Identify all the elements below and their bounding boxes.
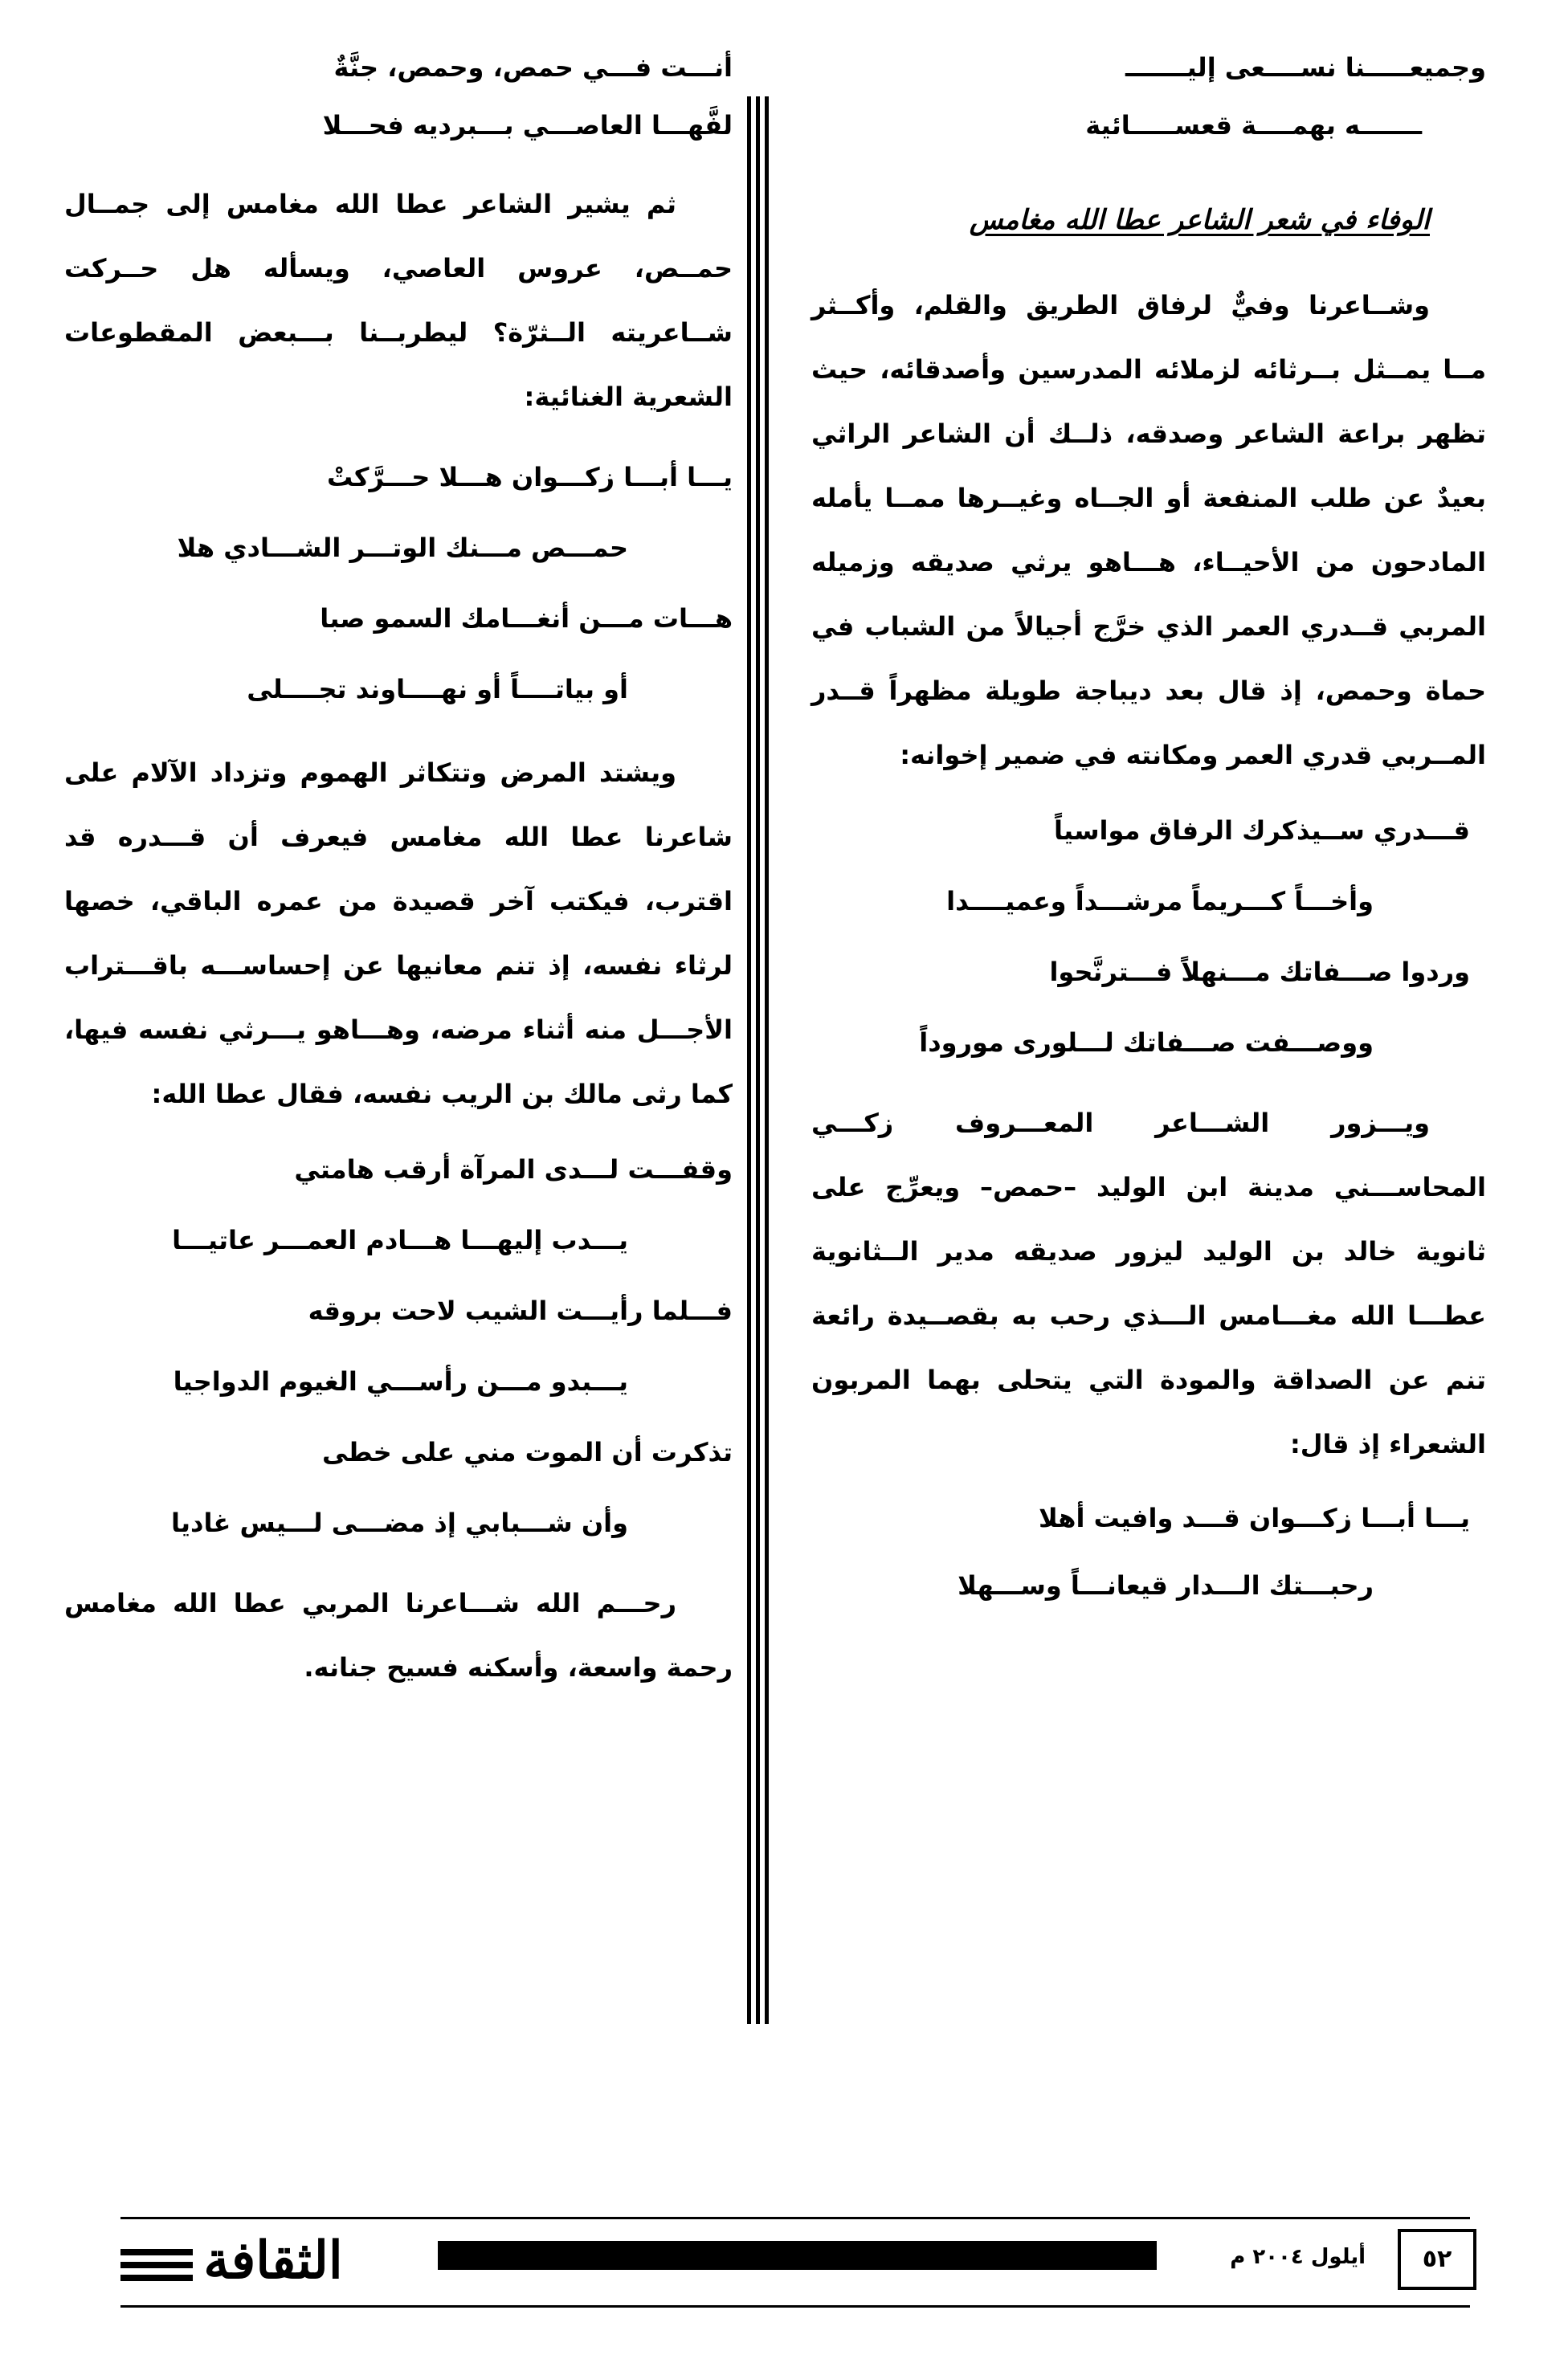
top-verse-line: ـــــــه بهمــــة قعســـــائية: [1085, 110, 1422, 141]
footer-top-rule: [120, 2217, 1470, 2219]
verse-line: وقفـــت لـــدى المرآة أرقب هامتي: [294, 1154, 733, 1185]
magazine-logo: الثقافة: [203, 2231, 343, 2291]
verse-line: ووصـــفت صـــفاتك لـــلورى موروداً: [919, 1027, 1374, 1058]
paragraph: ويشتد المرض وتتكاثر الهموم وتزداد الآلام على شاعرنا عطا الله مغامس فيعرف أن قـــدره قد اقترب، فيكتب آخر قصيدة من عمره الباقي، خصها لرثاء نفسه، إذ تنم معانيها عن إحساســـه باقـــتراب الأجـــل منه أثناء مرضه، وهـــاهو يـــرثي نفسه فيها، كما رثى مالك بن الريب نفسه، فقال عطا الله:: [64, 757, 733, 1109]
footer-bottom-rule: [120, 2305, 1470, 2308]
verse-line: تذكرت أن الموت مني على خطى: [322, 1437, 733, 1467]
top-verse-line: أنـــت فـــي حمص، وحمص، جنَّةٌ: [333, 52, 733, 83]
paragraph: وشــاعرنا وفيٌّ لرفاق الطريق والقلم، وأكــثر مــا يمــثل بــرثائه لزملائه المدرسين وأصدقائه، حيث تظهر براعة الشاعر وصدقه، ذلــك أن الشاعر الراثي بعيدٌ عن طلب المنفعة أو الجــاه وغيــرها ممــا يأمله المادحون من الأحيــاء، هـــاهو يرثي صديقه وزميله المربي قــدري العمر الذي خرَّج أجيالاً من الشباب في حماة وحمص، إذ قال بعد ديباجة طويلة مظهراً قــدر المــربي قدري العمر ومكانته في ضمير إخوانه:: [811, 290, 1486, 770]
verse-line: هـــات مـــن أنغـــامك السمو صبا: [320, 603, 733, 634]
verse-line: يـــدب إليهـــا هـــادم العمـــر عاتيـــا: [172, 1225, 628, 1255]
paragraph: رحـــم الله شـــاعرنا المربي عطا الله مغامس رحمة واسعة، وأسكنه فسيح جنانه.: [64, 1588, 733, 1683]
paragraph: ويـــزور الشـــاعر المعـــروف زكـــي المحاســـني مدينة ابن الوليد –حمص– ويعرِّج على ثانوية خالد بن الوليد ليزور صديقه مدير الــثانوية عطـــا الله مغـــامس الـــذي رحب به بقصــيدة رائعة تنم عن الصداقة والمودة التي يتحلى بهما المربون الشعراء إذ قال:: [811, 1108, 1486, 1459]
verse-block: [64, 458, 733, 708]
verse-line: يـــا أبـــا زكـــوان قـــد وافيت أهلا: [1039, 1503, 1470, 1533]
paragraph: ثم يشير الشاعر عطا الله مغامس إلى جمــال حمــص، عروس العاصي، ويسأله هل حــركت شــاعريته الــثرّة؟ ليطربــنا بـــبعض المقطوعات الشعرية الغنائية:: [64, 189, 733, 412]
verse-line: فـــلما رأيـــت الشيب لاحت بروقه: [308, 1296, 733, 1326]
column-divider: [747, 96, 770, 2024]
verse-line: قـــدري ســيذكرك الرفاق مواسياً: [1053, 815, 1470, 846]
verse-line: يـــبدو مـــن رأســـي الغيوم الدواجيا: [173, 1366, 628, 1397]
top-verse-line: وجميعـــــنا نســــعى إليـــــــ: [1125, 52, 1486, 83]
section-heading: الوفاء في شعر الشاعر عطا الله مغامس: [969, 204, 1430, 236]
verse-line: وأن شـــبابي إذ مضـــى لـــيس غاديا: [171, 1508, 628, 1538]
verse-block: [811, 1499, 1486, 1605]
verse-line: يـــا أبـــا زكـــوان هـــلا حـــرَّكتْ: [327, 462, 733, 492]
verse-line: رحبـــتك الـــدار قيعانـــاً وســـهلا: [958, 1570, 1374, 1601]
verse-block: [811, 811, 1486, 1062]
verse-line: حمـــص مـــنك الوتـــر الشـــادي هلا: [177, 533, 628, 563]
issue-date: أيلول ٢٠٠٤ م: [1157, 2237, 1366, 2277]
page-number: ٥٢: [1398, 2229, 1476, 2290]
verse-line: وردوا صـــفاتك مـــنهلاً فـــترنَّحوا: [1049, 957, 1470, 987]
top-verse-line: لفَّهـــا العاصـــي بـــبرديه فحـــلا: [322, 110, 733, 141]
left-column: [64, 48, 733, 1700]
right-column: [811, 48, 1486, 1605]
verse-line: وأخـــاً كـــريماً مرشـــداً وعميــــدا: [946, 886, 1374, 916]
verse-block: [64, 1150, 733, 1542]
verse-line: أو بياتــــاً أو نهــــاوند تجــــلى: [247, 674, 628, 704]
